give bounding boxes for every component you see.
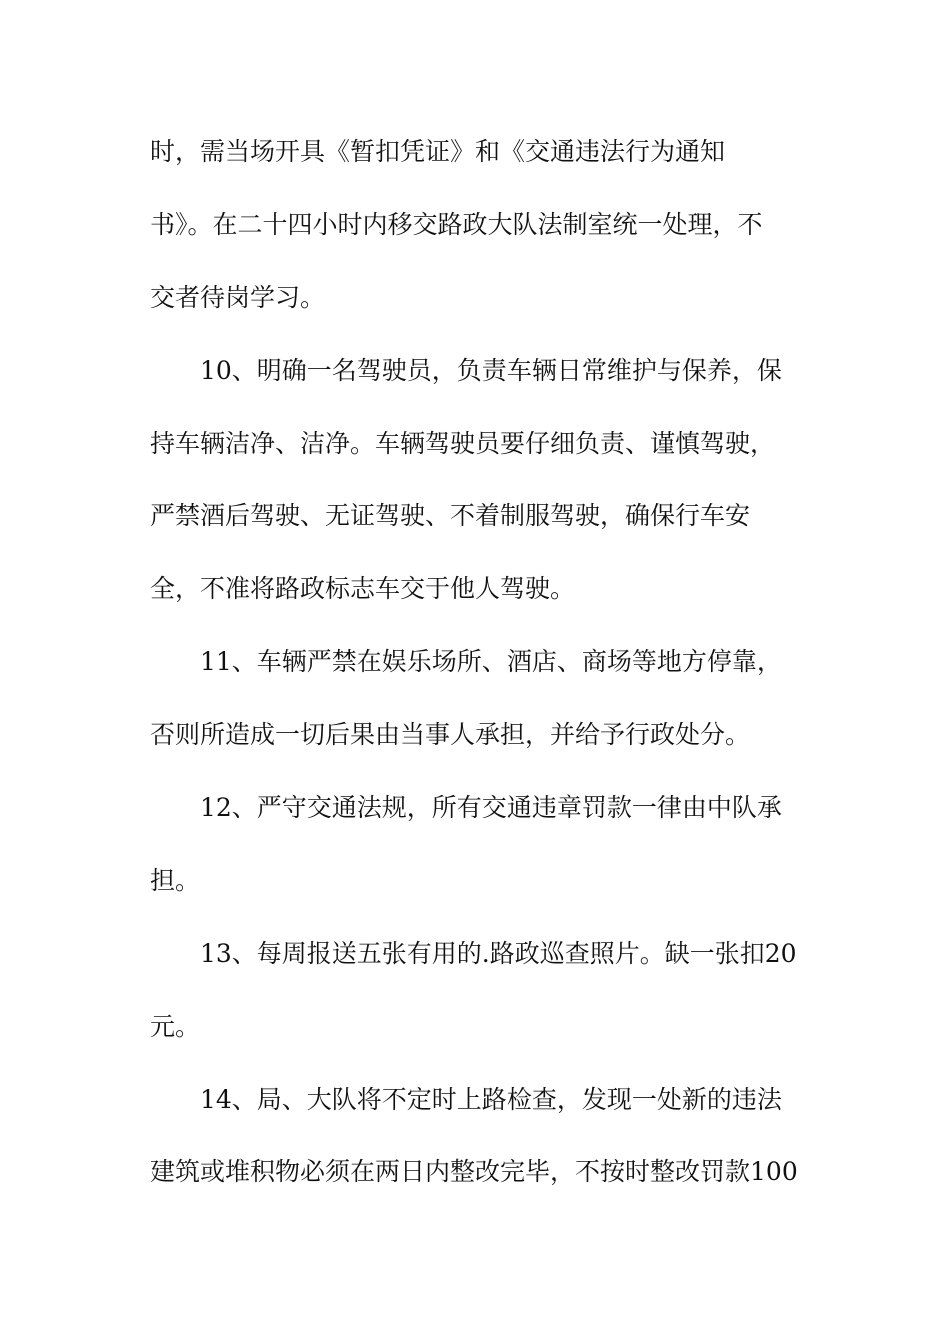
text-line: 时，需当场开具《暂扣凭证》和《交通违法行为通知 [150, 137, 726, 166]
text-line: 建筑或堆积物必须在两日内整改完毕，不按时整改罚款100 [150, 1157, 798, 1187]
paragraph-start-line: 10、明确一名驾驶员，负责车辆日常维护与保养，保 [200, 355, 782, 385]
text-line: 严禁酒后驾驶、无证驾驶、不着制服驾驶，确保行车安 [150, 501, 751, 531]
paragraph-start-line: 12、严守交通法规，所有交通违章罚款一律由中队承 [200, 793, 782, 823]
paragraph-start-line: 11、车辆严禁在娱乐场所、酒店、商场等地方停靠， [200, 647, 782, 677]
text-line: 担。 [150, 865, 201, 895]
text-line: 交者待岗学习。 [150, 282, 326, 312]
text-line: 持车辆洁净、洁净。车辆驾驶员要仔细负责、谨慎驾驶， [150, 428, 776, 458]
document-body [150, 124, 830, 1217]
text-line: 元。 [150, 1011, 201, 1041]
paragraph-start-line: 13、每周报送五张有用的.路政巡查照片。缺一张扣20 [200, 938, 797, 968]
text-line: 全，不准将路政标志车交于他人驾驶。 [150, 574, 576, 604]
text-line: 否则所造成一切后果由当事人承担，并给予行政处分。 [150, 720, 751, 750]
text-line: 书》。在二十四小时内移交路政大队法制室统一处理，不 [150, 209, 763, 239]
paragraph-start-line: 14、局、大队将不定时上路检查，发现一处新的违法 [200, 1084, 782, 1114]
